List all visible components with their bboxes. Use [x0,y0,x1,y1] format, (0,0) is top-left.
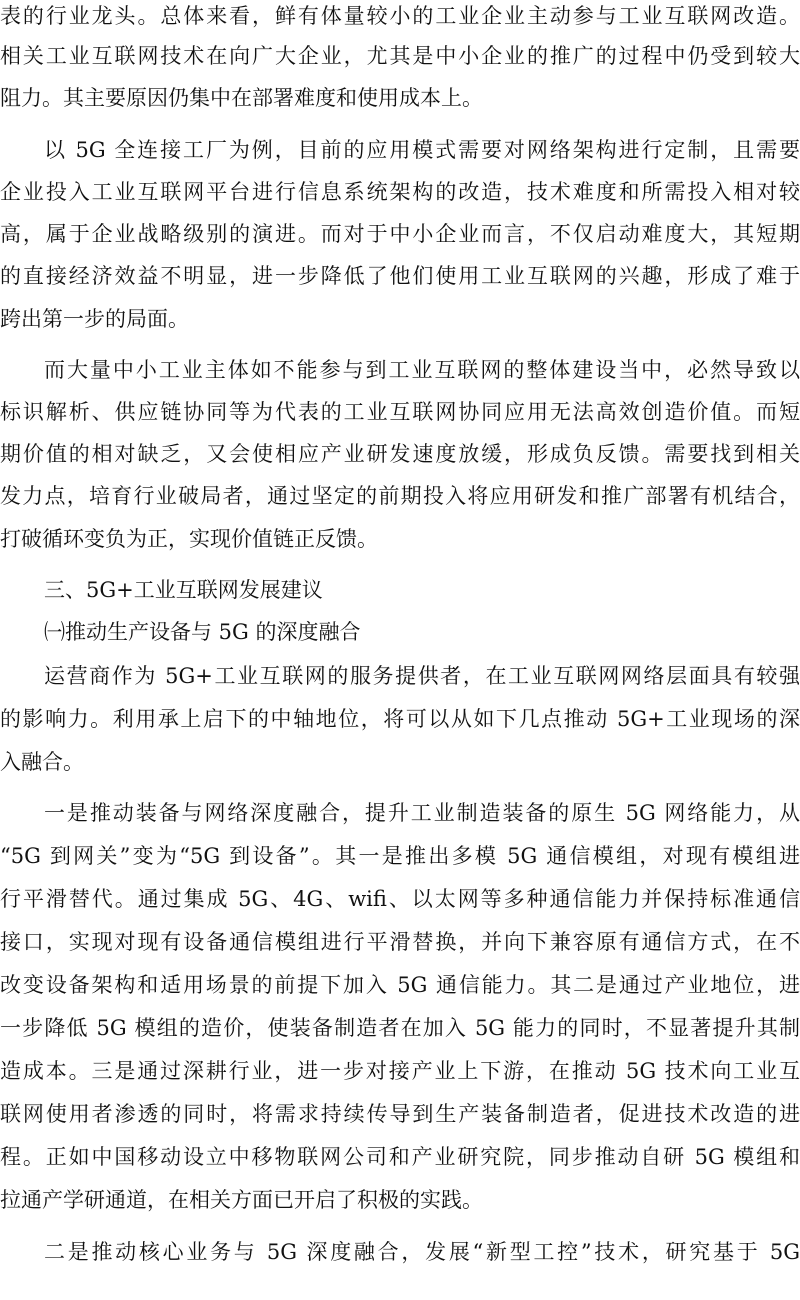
text-line-25: 造成本。三是通过深耕行业，进一步对接产业上下游，在推动 5G 技术向工业互 [0,1059,800,1083]
paragraph-start-line: 以 5G 全连接工厂为例，目前的应用模式需要对网络架构进行定制，且需要 [44,138,800,162]
paragraph-start-line: 运营商作为 5G+工业互联网的服务提供者，在工业互联网网络层面具有较强 [44,664,800,688]
text-line-3: 阻力。其主要原因仍集中在部署难度和使用成本上。 [0,86,483,110]
text-line-22: 接口，实现对现有设备通信模组进行平滑替换，并向下兼容原有通信方式，在不 [0,930,800,954]
text-line-10: 标识解析、供应链协同等为代表的工业互联网协同应用无法高效创造价值。而短 [0,400,800,424]
text-line-18: 入融合。 [0,750,84,774]
text-line-13: 打破循环变负为正，实现价值链正反馈。 [0,527,378,551]
text-line-23: 改变设备架构和适用场景的前提下加入 5G 通信能力。其二是通过产业地位，进 [0,973,800,997]
text-line-2: 相关工业互联网技术在向广大企业，尤其是中小企业的推广的过程中仍受到较大 [0,44,800,68]
text-line-1: 表的行业龙头。总体来看，鲜有体量较小的工业企业主动参与工业互联网改造。 [0,4,800,28]
text-line-6: 高，属于企业战略级别的演进。而对于中小企业而言，不仅启动难度大，其短期 [0,222,800,246]
paragraph-start-line: 二是推动核心业务与 5G 深度融合，发展“新型工控”技术，研究基于 5G [44,1240,800,1264]
text-line-20: “5G 到网关”变为“5G 到设备”。其一是推出多模 5G 通信模组，对现有模组进 [0,844,800,868]
text-line-12: 发力点，培育行业破局者，通过坚定的前期投入将应用研发和推广部署有机结合， [0,484,800,508]
text-line-8: 跨出第一步的局面。 [0,307,189,331]
text-line-27: 程。正如中国移动设立中移物联网公司和产业研究院，同步推动自研 5G 模组和 [0,1145,800,1169]
text-line-21: 行平滑替代。通过集成 5G、4G、wifi、以太网等多种通信能力并保持标准通信 [0,887,800,911]
text-line-17: 的影响力。利用承上启下的中轴地位，将可以从如下几点推动 5G+工业现场的深 [0,707,800,731]
paragraph-start-line: 一是推动装备与网络深度融合，提升工业制造装备的原生 5G 网络能力，从 [44,801,800,825]
paragraph-start-line: 而大量中小工业主体如不能参与到工业互联网的整体建设当中，必然导致以 [44,358,800,382]
text-line-7: 的直接经济效益不明显，进一步降低了他们使用工业互联网的兴趣，形成了难于 [0,264,800,288]
section-heading: 三、5G+工业互联网发展建议 [44,578,323,602]
text-line-26: 联网使用者渗透的同时，将需求持续传导到生产装备制造者，促进技术改造的进 [0,1102,800,1126]
subsection-heading: ㈠推动生产设备与 5G 的深度融合 [44,620,361,644]
text-line-5: 企业投入工业互联网平台进行信息系统架构的改造，技术难度和所需投入相对较 [0,180,800,204]
text-line-24: 一步降低 5G 模组的造价，使装备制造者在加入 5G 能力的同时，不显著提升其制 [0,1016,800,1040]
text-line-11: 期价值的相对缺乏，又会使相应产业研发速度放缓，形成负反馈。需要找到相关 [0,442,800,466]
text-line-28: 拉通产学研通道，在相关方面已开启了积极的实践。 [0,1188,483,1212]
